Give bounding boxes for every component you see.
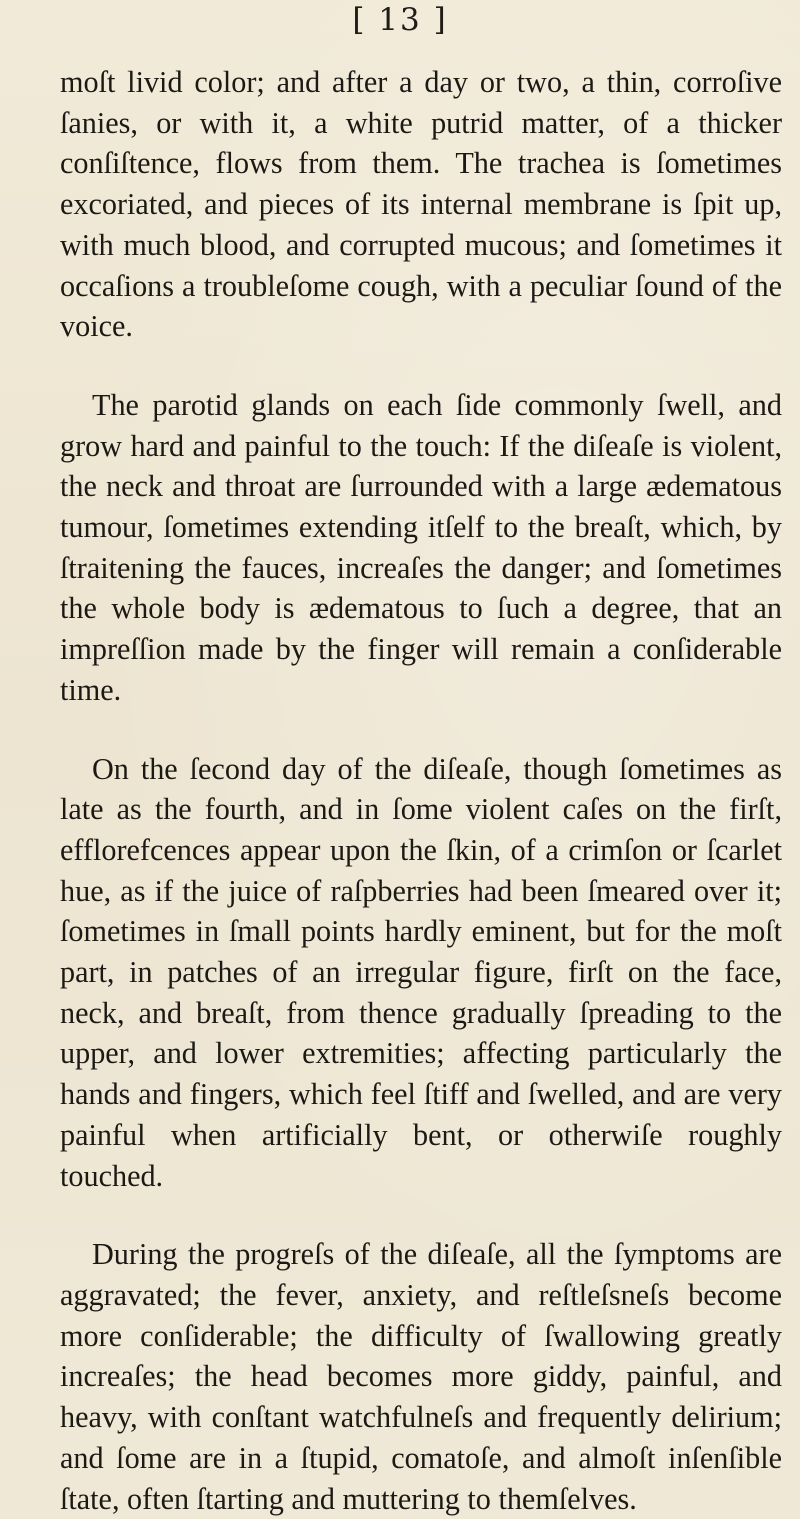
- paragraph-2: The parotid glands on each ſide commonly ſwell, and grow hard and painful to the touch: If the diſeaſe is violent, the neck and throat are ſurrounded with a large ædematous tumour, ſometimes extending itſelf to the breaſt, which, by ſtraitening the fauces, increaſes the danger; and ſometimes the whole body is ædematous to ſuch a degree, that an impreſſion made by the finger will remain a conſiderable time.: [60, 387, 782, 707]
- paragraph-3: On the ſecond day of the diſeaſe, though ſometimes as late as the fourth, and in ſome violent caſes on the firſt, efflorefcences appear upon the ſkin, of a crimſon or ſcarlet hue, as if the juice of raſpberries had been ſmeared over it; ſometimes in ſmall points hardly eminent, but for the moſt part, in patches of an irregular figure, firſt on the face, neck, and breaſt, from thence gradually ſpreading to the upper, and lower extremities; affecting particularly the hands and fingers, which feel ſtiff and ſwelled, and are very painful when artificially bent, or otherwiſe roughly touched.: [60, 751, 782, 1193]
- page-number: [ 13 ]: [352, 2, 448, 38]
- page-body: [60, 62, 782, 1519]
- paragraph-4: During the progreſs of the diſeaſe, all the ſymptoms are aggravated; the fever, anxiety, and reſtleſsneſs become more conſiderable; the difficulty of ſwallowing greatly increaſes; the head becomes more giddy, painful, and heavy, with conſtant watchfulneſs and frequently delirium; and ſome are in a ſtupid, comatoſe, and almoſt inſenſible ſtate, often ſtarting and muttering to themſelves.: [60, 1237, 782, 1516]
- paragraph-1: moſt livid color; and after a day or two, a thin, corroſive ſanies, or with it, a white putrid matter, of a thicker conſiſtence, flows from them. The trachea is ſometimes excoriated, and pieces of its internal membrane is ſpit up, with much blood, and corrupted mucous; and ſometimes it occaſions a troubleſome cough, with a peculiar ſound of the voice.: [60, 65, 782, 344]
